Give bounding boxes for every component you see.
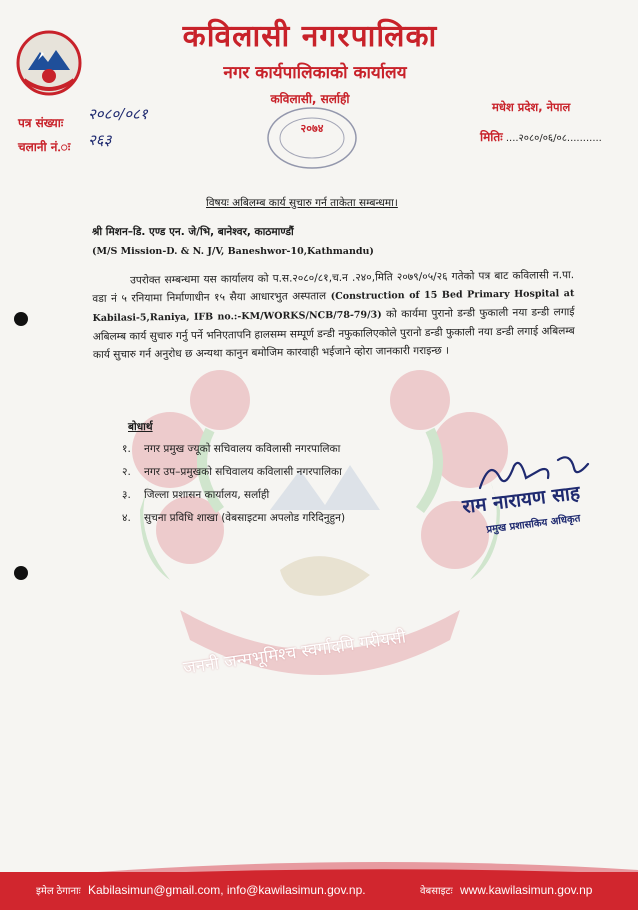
date-value: ....२०८०/०६/०८........... bbox=[505, 133, 602, 144]
nepal-emblem-logo bbox=[16, 28, 82, 98]
dispatch-number-label: चलानी नं.ः bbox=[18, 140, 71, 154]
office-address: कविलासी, सर्लाही bbox=[270, 92, 350, 106]
website-value: www.kawilasimun.gov.np bbox=[459, 883, 593, 897]
punch-hole bbox=[14, 312, 28, 326]
province-label: मधेश प्रदेश, नेपाल bbox=[492, 100, 571, 114]
body-intro: उपरोक्त सम्बन्धमा यस कार्यालय को प.स.२०८०/८१,च.न .२४०,मिति २०७९/०५/२६ गतेको पत्र बाट कविलासी न.पा. वडा नं ५ रनियामा निर्माणाधीन १५ सैया आधारभुत अस्पताल bbox=[92, 269, 575, 305]
website-label: वेबसाइटः bbox=[420, 886, 453, 897]
dispatch-number-value: २६३ bbox=[88, 131, 112, 149]
office-name: नगर कार्यपालिकाको कार्यालय bbox=[223, 63, 407, 83]
body-project-english: (Construction of 15 Bed Primary Hospital at Kabilasi-5,Raniya, IFB no.:-KM/WORKS/NCB/78-79/3) bbox=[92, 288, 575, 324]
addressee-english: (M/S Mission-D. & N. J/V, Baneshwor-10,Kathmandu) bbox=[92, 246, 374, 257]
cc-list bbox=[122, 442, 345, 534]
punch-hole bbox=[14, 566, 28, 580]
ref-number-value: २०८०/०८१ bbox=[88, 105, 148, 123]
cc-item: १. नगर प्रमुख ज्यूको सचिवालय कविलासी नगरपालिका bbox=[122, 443, 341, 455]
letter-body bbox=[92, 266, 575, 364]
org-name: कविलासी नगरपालिका bbox=[182, 19, 438, 54]
footer-email bbox=[36, 883, 366, 897]
signatory-title: प्रमुख प्रशासकिय अधिकृत bbox=[485, 513, 581, 536]
office-stamp bbox=[262, 102, 362, 174]
date-label: मितिः bbox=[480, 130, 503, 144]
signatory-name: राम नारायण साह bbox=[461, 481, 582, 519]
addressee-nepali: श्री मिशन–डि. एण्ड एन. जे/भि, बानेश्वर, काठमाण्डौं bbox=[92, 226, 294, 238]
national-motto: जननी जन्मभूमिश्च स्वर्गादपि गरीयसी bbox=[181, 627, 408, 679]
cc-item: ३. जिल्ला प्रशासन कार्यालय, सर्लाही bbox=[122, 489, 270, 501]
date-field bbox=[480, 128, 602, 145]
email-label: इमेल ठेगानाः bbox=[36, 886, 81, 897]
footer-bar bbox=[0, 872, 638, 910]
cc-item: २. नगर उप–प्रमुखको सचिवालय कविलासी नगरपालिका bbox=[122, 466, 342, 478]
cc-item: ४. सुचना प्रविधि शाखा (वेबसाइटमा अपलोड गरिदिनुहुन) bbox=[122, 512, 346, 524]
ref-number-label: पत्र संख्याः bbox=[18, 116, 64, 130]
cc-title: बोधार्थ bbox=[128, 421, 153, 433]
email-value: Kabilasimun@gmail.com, info@kawilasimun.gov.np. bbox=[87, 883, 366, 897]
footer-website bbox=[420, 883, 592, 897]
subject-line: विषयः अबिलम्ब कार्य सुचारु गर्न ताकेता सम्बन्धमा। bbox=[206, 197, 398, 209]
body-request: को कार्यमा पुरानो डन्डी फुकाली नया डन्डी लगाई अबिलम्ब कार्य सुचारु गर्नु पर्ने भनिएतापनि हालसम्म सम्पूर्ण डन्डी नफुकालिएकोले पुरानो डन्डी फुकाली नया डन्डी लगाई अबिलम्ब कार्य सुचारु गर्न अनुरोध छ अन्यथा कानुन बमोजिम कारवाही भईजाने व्होरा जानकारी गराइन्छ । bbox=[92, 306, 575, 361]
stamp-year: २०७४ bbox=[300, 122, 324, 135]
